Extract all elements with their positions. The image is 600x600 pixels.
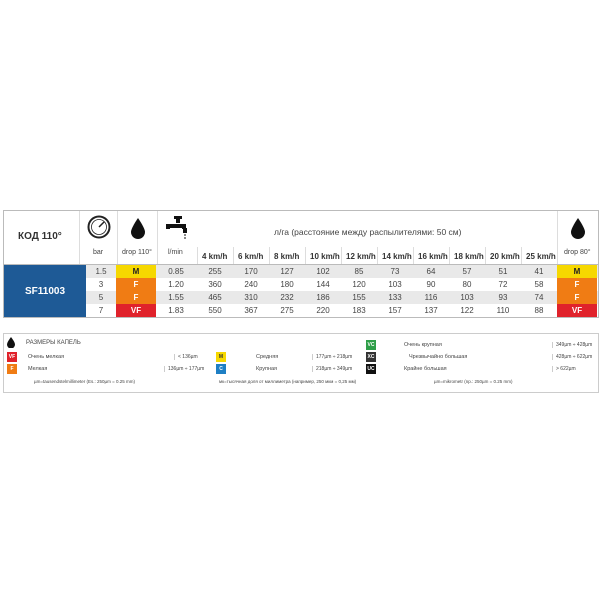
drop-icon [570, 217, 586, 239]
bar-value: 5 [98, 293, 104, 302]
lha-value: 110 [496, 306, 510, 315]
lha-value: 74 [534, 293, 544, 302]
speed-header-cell [485, 247, 522, 264]
lmin-label: l/min [168, 249, 183, 256]
drop110-label: drop 110° [122, 249, 152, 256]
lha-value: 102 [316, 267, 330, 276]
lha-value: 51 [498, 267, 508, 276]
bar-value: 3 [98, 280, 104, 289]
legend-item-medium: Средняя [256, 354, 279, 360]
speed-label: 16 km/h [418, 252, 448, 261]
lha-value: 232 [280, 293, 294, 302]
droplet-legend [3, 333, 599, 393]
table-header [4, 211, 598, 265]
speed-header-cell [377, 247, 414, 264]
drop80-badge: F [557, 291, 597, 304]
drop80-badge: VF [557, 304, 597, 317]
legend-range-extremely-coarse: 428µm ÷ 622µm [552, 354, 592, 360]
drop-icon [7, 337, 15, 348]
lha-value: 170 [244, 267, 258, 276]
lmin-value: 1.55 [168, 293, 184, 302]
lha-value: 93 [498, 293, 508, 302]
lha-value: 133 [388, 293, 402, 302]
lha-value: 64 [426, 267, 436, 276]
gauge-icon [87, 215, 111, 239]
drop80-label: drop 80° [564, 249, 591, 256]
lha-value: 180 [280, 280, 294, 289]
legend-range-coarse: 218µm ÷ 349µm [312, 366, 352, 372]
speed-label: 4 km/h [202, 252, 228, 261]
legend-item-extremely-coarse: Чрезвычайно большая [409, 354, 468, 360]
drop110-badge: F [116, 278, 156, 291]
table-body [4, 265, 598, 317]
code-label: КОД 110° [18, 231, 62, 242]
speed-header-cell [341, 247, 378, 264]
tap-icon [164, 215, 192, 241]
legend-range-medium: 177µm ÷ 218µm [312, 354, 352, 360]
lha-value: 72 [498, 280, 508, 289]
drop110-badge: VF [116, 304, 156, 317]
lha-value: 367 [244, 306, 258, 315]
lha-title: л/га (расстояние между распылителями: 50 см) [274, 227, 462, 237]
speed-header-cell [197, 247, 234, 264]
lha-value: 85 [354, 267, 364, 276]
lha-value: 73 [390, 267, 400, 276]
lha-value: 120 [352, 280, 366, 289]
lha-value: 186 [316, 293, 330, 302]
legend-item-very-fine: Очень мелкая [28, 354, 65, 360]
lha-value: 155 [352, 293, 366, 302]
bar-value: 7 [98, 306, 104, 315]
lha-value: 57 [462, 267, 472, 276]
badge-m: M [216, 352, 226, 362]
speed-label: 12 km/h [346, 252, 376, 261]
legend-item-ultra-coarse: Крайне большая [404, 366, 447, 372]
lha-value: 41 [534, 267, 544, 276]
speed-label: 8 km/h [274, 252, 300, 261]
lha-value: 58 [534, 280, 544, 289]
lha-value: 80 [462, 280, 472, 289]
legend-range-ultra-coarse: > 622µm [552, 366, 576, 372]
lmin-value: 0.85 [168, 267, 184, 276]
speed-header-cell [269, 247, 306, 264]
lha-value: 275 [280, 306, 294, 315]
lha-value: 137 [424, 306, 438, 315]
lha-value: 157 [388, 306, 402, 315]
speed-header-cell [413, 247, 450, 264]
badge-uc: UC [367, 366, 375, 372]
nozzle-code: SF11003 [4, 265, 86, 317]
lha-value: 88 [534, 306, 544, 315]
speed-label: 6 km/h [238, 252, 264, 261]
speed-label: 20 km/h [490, 252, 520, 261]
lha-value: 116 [424, 293, 438, 302]
legend-range-very-coarse: 349µm ÷ 428µm [552, 342, 592, 348]
lha-value: 90 [426, 280, 436, 289]
lha-value: 550 [208, 306, 222, 315]
lha-value: 103 [460, 293, 474, 302]
speed-header-cell [305, 247, 342, 264]
lmin-value: 1.20 [168, 280, 184, 289]
lha-value: 144 [316, 280, 330, 289]
lha-value: 255 [208, 267, 222, 276]
table-row [86, 291, 598, 304]
drop110-badge: F [116, 291, 156, 304]
lmin-column-header [157, 211, 198, 264]
lmin-value: 1.83 [168, 306, 184, 315]
bar-label: bar [93, 249, 104, 256]
legend-range-very-fine: < 136µm [174, 354, 198, 360]
legend-title: РАЗМЕРЫ КАПЕЛЬ [26, 340, 81, 346]
lha-value: 122 [460, 306, 474, 315]
badge-vc: VC [367, 342, 375, 348]
speed-label: 18 km/h [454, 252, 484, 261]
lha-value: 360 [208, 280, 222, 289]
legend-item-very-coarse: Очень крупная [404, 342, 442, 348]
footnote-ru: мк=тысячная доля от миллиметра (например, 250 мкм = 0,25 мм) [219, 379, 357, 384]
lha-value: 220 [316, 306, 330, 315]
nozzle-table [3, 210, 599, 318]
drop80-column-header [557, 211, 598, 264]
speed-label: 10 km/h [310, 252, 340, 261]
drop110-badge: M [116, 265, 156, 278]
speed-header-cell [449, 247, 486, 264]
badge-f: F [7, 364, 17, 374]
table-row [86, 265, 598, 278]
lha-value: 310 [244, 293, 258, 302]
legend-item-coarse: Крупная [256, 366, 278, 372]
drop110-column-header [117, 211, 158, 264]
legend-item-fine: Мелкая [28, 366, 48, 372]
speed-label: 14 km/h [382, 252, 412, 261]
speed-header-cell [521, 247, 558, 264]
lha-value: 240 [244, 280, 258, 289]
drop80-badge: M [557, 265, 597, 278]
footnote-de: µm=tausendstelmillimeter (Es.: 250µm = 0.25 mm) [34, 379, 135, 384]
badge-c: C [216, 364, 226, 374]
lha-value: 127 [280, 267, 294, 276]
bar-column-header [79, 211, 118, 264]
lha-value: 183 [352, 306, 366, 315]
badge-vf: VF [8, 354, 16, 360]
speed-header-cell [233, 247, 270, 264]
drop-icon [130, 217, 146, 239]
drop80-badge: F [557, 278, 597, 291]
lha-value: 465 [208, 293, 222, 302]
legend-range-fine: 136µm ÷ 177µm [164, 366, 204, 372]
badge-xc: XC [367, 354, 375, 360]
table-row [86, 278, 598, 291]
footnote-pl: µm=mikrometr (np.: 250µm = 0.25 mm) [434, 379, 513, 384]
bar-value: 1.5 [95, 267, 107, 276]
lha-value: 103 [388, 280, 402, 289]
speed-label: 25 km/h [526, 252, 556, 261]
table-row [86, 304, 598, 317]
